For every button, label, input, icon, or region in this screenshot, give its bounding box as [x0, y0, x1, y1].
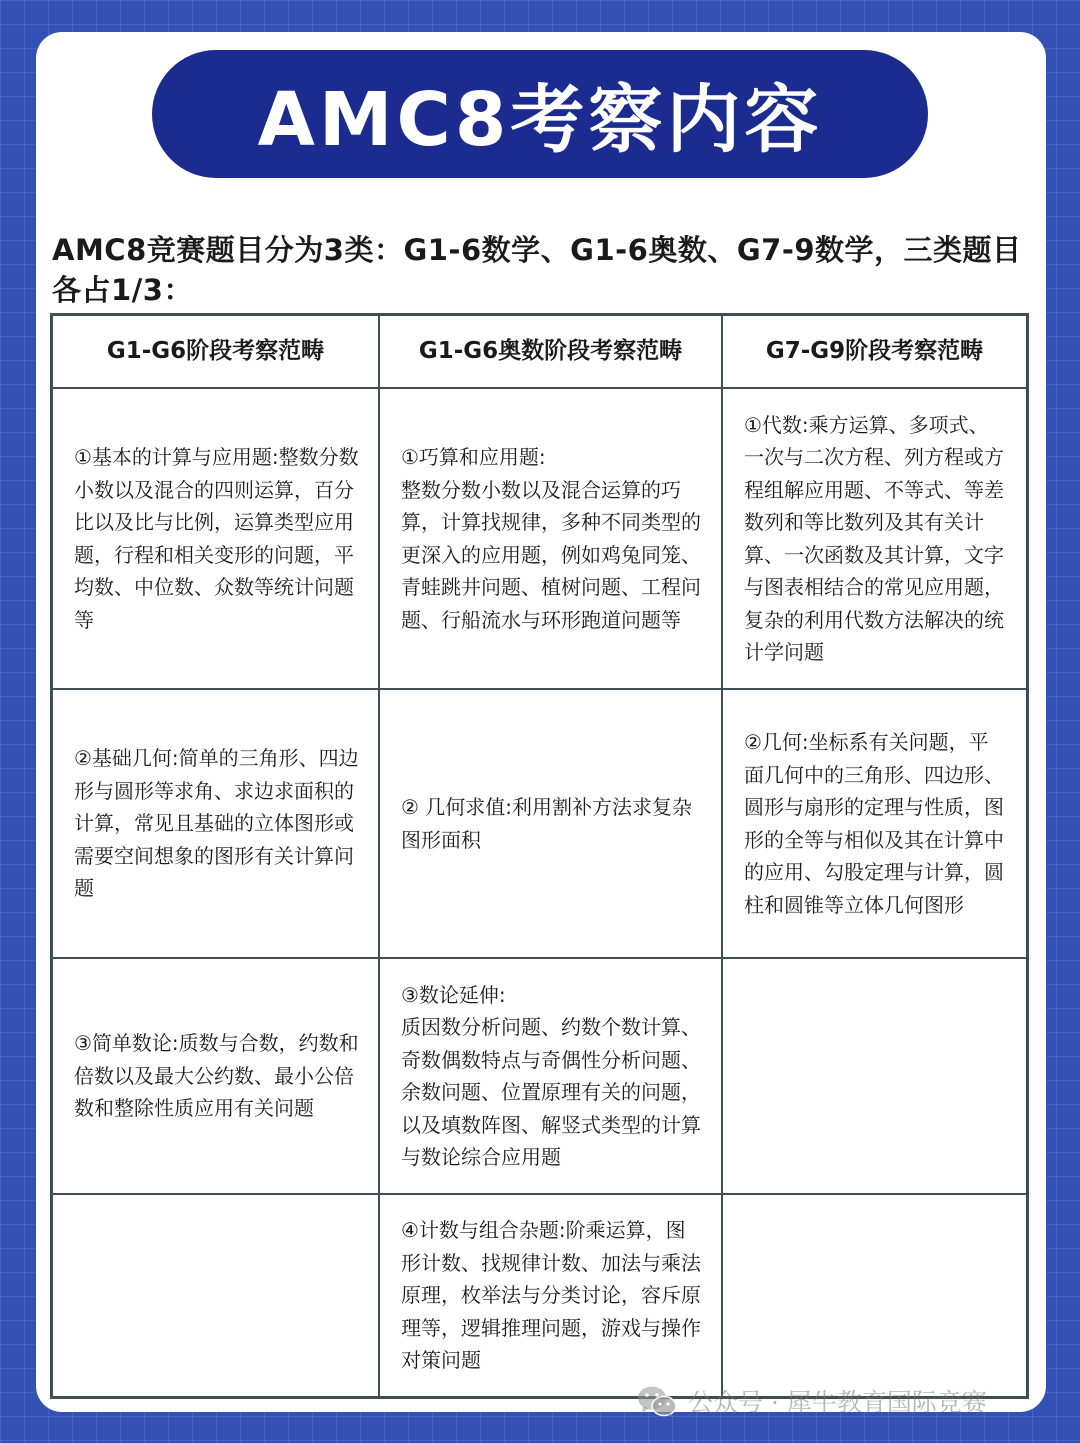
table-cell-simple-number-theory — [53, 959, 380, 1195]
cell-text: ②基础几何:简单的三角形、四边形与圆形等求角、求边求面积的计算，常见且基础的立体图形或需要空间想象的图形有关计算问题 — [74, 746, 359, 901]
table-header-g1-g6-olympiad — [380, 316, 723, 389]
table-cell-empty — [723, 1195, 1026, 1396]
table-cell-number-theory-extension — [380, 959, 723, 1195]
table-header-g1-g6 — [53, 316, 380, 389]
header-label: G1-G6阶段考察范畴 — [106, 338, 325, 365]
table-cell-empty — [723, 959, 1026, 1195]
cell-text: ①基本的计算与应用题:整数分数小数以及混合的四则运算，百分比以及比与比例，运算类型应用题，行程和相关变形的问题，平均数、中位数、众数等统计问题等 — [74, 445, 359, 632]
cell-text: ①代数:乘方运算、多项式、一次与二次方程、列方程或方程组解应用题、不等式、等差数列和等比数列及其有关计算、一次函数及其计算，文字与图表相结合的常见应用题，复杂的利用代数方法解决的统计学问题 — [744, 412, 1004, 664]
header-label: G7-G9阶段考察范畴 — [765, 338, 984, 365]
header-label: G1-G6奥数阶段考察范畴 — [418, 338, 683, 365]
table-header-g7-g9 — [723, 316, 1026, 389]
table-cell-algebra — [723, 389, 1026, 690]
cell-text: ④计数与组合杂题:阶乘运算，图形计数、找规律计数、加法与乘法原理，枚举法与分类讨论，容斥原理等，逻辑推理问题，游戏与操作对策问题 — [401, 1218, 701, 1373]
title-banner — [152, 50, 928, 178]
page-title: AMC8考察内容 — [257, 77, 823, 163]
watermark — [636, 1379, 987, 1423]
table-cell-empty — [53, 1195, 380, 1396]
cell-text: ② 几何求值:利用割补方法求复杂图形面积 — [401, 795, 693, 852]
intro-text: AMC8竞赛题目分为3类：G1-6数学、G1-6奥数、G7-9数学，三类题目各占1/3： — [52, 233, 1022, 307]
table-cell-counting-combinatorics — [380, 1195, 723, 1396]
table-cell-geometry-values — [380, 690, 723, 959]
table-cell-geometry — [723, 690, 1026, 959]
cell-text: ②几何:坐标系有关问题，平面几何中的三角形、四边形、圆形与扇形的定理与性质，图形的全等与相似及其在计算中的应用、勾股定理与计算，圆柱和圆锥等立体几何图形 — [744, 730, 1004, 917]
table-cell-quick-calculation — [380, 389, 723, 690]
cell-text: ③简单数论:质数与合数，约数和倍数以及最大公约数、最小公倍数和整除性质应用有关问题 — [74, 1031, 359, 1121]
content-table — [50, 313, 1029, 1399]
watermark-text: 公众号 · 犀牛教育国际竞赛 — [688, 1388, 987, 1417]
table-cell-basic-geometry — [53, 690, 380, 959]
cell-text: ①巧算和应用题: 整数分数小数以及混合运算的巧算，计算找规律，多种不同类型的更深入的应用题，例如鸡兔同笼、青蛙跳井问题、植树问题、工程问题、行船流水与环形跑道问题等 — [401, 445, 701, 632]
cell-text: ③数论延伸: 质因数分析问题、约数个数计算、奇数偶数特点与奇偶性分析问题、余数问题、位置原理有关的问题，以及填数阵图、解竖式类型的计算与数论综合应用题 — [401, 982, 701, 1169]
table-cell-basic-calculation — [53, 389, 380, 690]
wechat-icon — [636, 1384, 678, 1418]
